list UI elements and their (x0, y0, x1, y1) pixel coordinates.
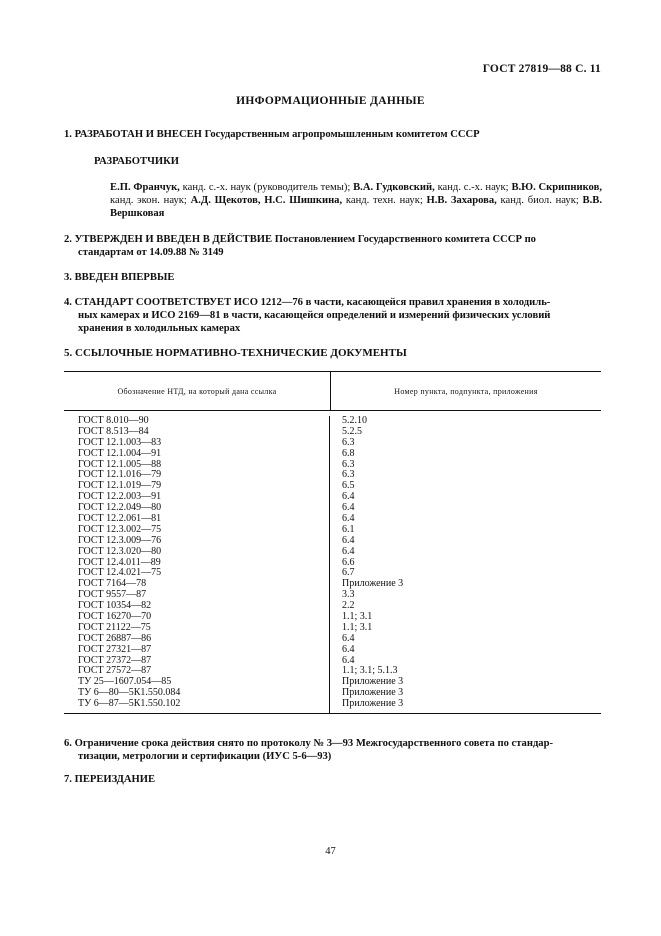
developer-name: В.Ю. Скрипников, (511, 182, 602, 193)
section-5: 5. ССЫЛОЧНЫЕ НОРМАТИВНО-ТЕХНИЧЕСКИЕ ДОКУМЕНТЫ (64, 347, 407, 359)
table-cell-document: ГОСТ 12.1.004—91 (78, 447, 162, 459)
section-4 (64, 296, 602, 335)
table-cell-clause: 6.4 (342, 632, 355, 644)
developer-name: А.Д. Щекотов, Н.С. Шишкина, (190, 195, 343, 207)
section-6 (64, 737, 602, 763)
table-cell-clause: 6.4 (342, 491, 355, 503)
table-cell-clause: 6.6 (342, 556, 355, 568)
section-7: 7. ПЕРЕИЗДАНИЕ (64, 774, 156, 785)
table-cell-clause: 6.8 (342, 447, 355, 459)
table-cell-clause: Приложение 3 (342, 698, 404, 710)
table-cell-document: ГОСТ 7164—78 (78, 578, 147, 590)
page-title: ИНФОРМАЦИОННЫЕ ДАННЫЕ (236, 95, 425, 107)
table-cell-clause: 6.3 (342, 458, 355, 470)
table-cell-document: ГОСТ 27321—87 (78, 643, 152, 655)
table-cell-clause: 6.4 (342, 513, 355, 525)
table-cell-clause: 1.1; 3.1 (342, 611, 373, 623)
table-cell-clause: 1.1; 3.1; 5.1.3 (342, 665, 398, 677)
table-cell-document: ГОСТ 26887—86 (78, 632, 152, 644)
section-4-line: хранения в холодильных камерах (78, 323, 241, 334)
table-cell-document: ГОСТ 16270—70 (78, 611, 152, 623)
table-cell-document: ГОСТ 9557—87 (78, 589, 147, 601)
table-cell-document: ГОСТ 12.2.003—91 (78, 491, 162, 503)
section-2 (64, 233, 602, 259)
table-cell-document: ГОСТ 12.1.016—79 (78, 469, 162, 481)
table-cell-clause: 6.4 (342, 654, 355, 666)
table-cell-document: ГОСТ 12.2.061—81 (78, 513, 162, 525)
table-cell-document: ГОСТ 21122—75 (78, 621, 151, 633)
column-header-document: Обозначение НТД, на который дана ссылка (64, 372, 331, 410)
table-cell-document: ТУ 25—1607.054—85 (78, 676, 172, 688)
table-cell-document: ГОСТ 27572—87 (78, 665, 152, 677)
section-6-line: тизации, метрологии и сертификации (ИУС 5-6—93) (78, 751, 332, 762)
table-cell-document: ГОСТ 12.1.005—88 (78, 458, 162, 470)
page-number: 47 (325, 846, 336, 857)
section-6-line: 6. Ограничение срока действия снято по протоколу № 3—93 Межгосударственного совета по стандар- (64, 738, 554, 749)
table-cell-document: ГОСТ 12.1.003—83 (78, 436, 162, 448)
clause-column (330, 416, 601, 713)
table-cell-clause: 6.3 (342, 436, 355, 448)
section-2-line: 2. УТВЕРЖДЕН И ВВЕДЕН В ДЕЙСТВИЕ Постановлением Государственного комитета СССР по (64, 234, 536, 245)
table-cell-document: ГОСТ 12.3.020—80 (78, 545, 162, 557)
document-column (64, 416, 330, 713)
table-cell-document: ГОСТ 8.513—84 (78, 425, 149, 437)
table-cell-clause: 6.4 (342, 534, 355, 546)
table-cell-clause: 5.2.10 (342, 415, 367, 426)
section-1: 1. РАЗРАБОТАН И ВНЕСЕН Государственным агропромышленным комитетом СССР (64, 129, 480, 140)
table-cell-document: ГОСТ 12.4.021—75 (78, 567, 162, 579)
table-cell-document: ГОСТ 12.3.009—76 (78, 534, 162, 546)
table-body (64, 411, 601, 714)
table-cell-clause: 6.1 (342, 523, 355, 535)
table-header (64, 371, 601, 411)
table-cell-document: ГОСТ 12.4.011—89 (78, 556, 161, 568)
section-2-line: стандартам от 14.09.88 № 3149 (78, 247, 224, 258)
table-cell-clause: 6.4 (342, 502, 355, 514)
references-table (64, 371, 601, 714)
table-cell-document: ТУ 6—87—5К1.550.102 (78, 698, 181, 710)
table-cell-clause: 3.3 (342, 589, 355, 601)
table-cell-clause: 1.1; 3.1 (342, 621, 373, 633)
developer-role: канд. техн. наук; (342, 195, 427, 207)
developers-heading: РАЗРАБОТЧИКИ (94, 156, 180, 167)
table-cell-document: ГОСТ 8.010—90 (78, 415, 149, 426)
table-cell-clause: Приложение 3 (342, 687, 404, 699)
table-cell-clause: 6.7 (342, 567, 355, 579)
developer-role: канд. с.-х. наук; (434, 182, 512, 193)
table-cell-document: ГОСТ 10354—82 (78, 600, 152, 612)
developer-name: В.А. Гудковский, (353, 182, 435, 193)
table-cell-document: ГОСТ 27372—87 (78, 654, 152, 666)
developer-role: канд. с.-х. наук (руководитель темы); (179, 182, 354, 193)
developer-name: Е.П. Франчук, (110, 182, 180, 193)
developer-name: В.В. Вершковая (110, 195, 602, 220)
table-cell-clause: 6.4 (342, 643, 355, 655)
column-header-clause: Номер пункта, подпункта, приложения (394, 386, 538, 396)
table-cell-clause: 5.2.5 (342, 425, 362, 437)
section-3: 3. ВВЕДЕН ВПЕРВЫЕ (64, 272, 175, 283)
developer-name: Н.В. Захарова, (426, 195, 497, 207)
section-4-line: ных камерах и ИСО 2169—81 в части, касающейся определений и измерений физических условий (78, 310, 551, 321)
table-cell-clause: Приложение 3 (342, 676, 404, 688)
developer-role: канд. экон. наук; (110, 195, 191, 207)
developers-list (110, 181, 602, 221)
table-cell-clause: 6.3 (342, 469, 355, 481)
developer-role: канд. биол. наук; (496, 195, 583, 207)
table-cell-clause: 6.4 (342, 545, 355, 557)
table-cell-document: ГОСТ 12.3.002—75 (78, 523, 162, 535)
table-cell-clause: 6.5 (342, 480, 355, 492)
table-cell-document: ТУ 6—80—5К1.550.084 (78, 687, 181, 699)
page-header: ГОСТ 27819—88 С. 11 (482, 63, 601, 75)
section-4-line: 4. СТАНДАРТ СООТВЕТСТВУЕТ ИСО 1212—76 в части, касающейся правил хранения в холодиль- (64, 297, 551, 308)
table-cell-clause: Приложение 3 (342, 578, 404, 590)
table-cell-clause: 2.2 (342, 600, 355, 612)
table-cell-document: ГОСТ 12.2.049—80 (78, 502, 162, 514)
table-cell-document: ГОСТ 12.1.019—79 (78, 480, 162, 492)
